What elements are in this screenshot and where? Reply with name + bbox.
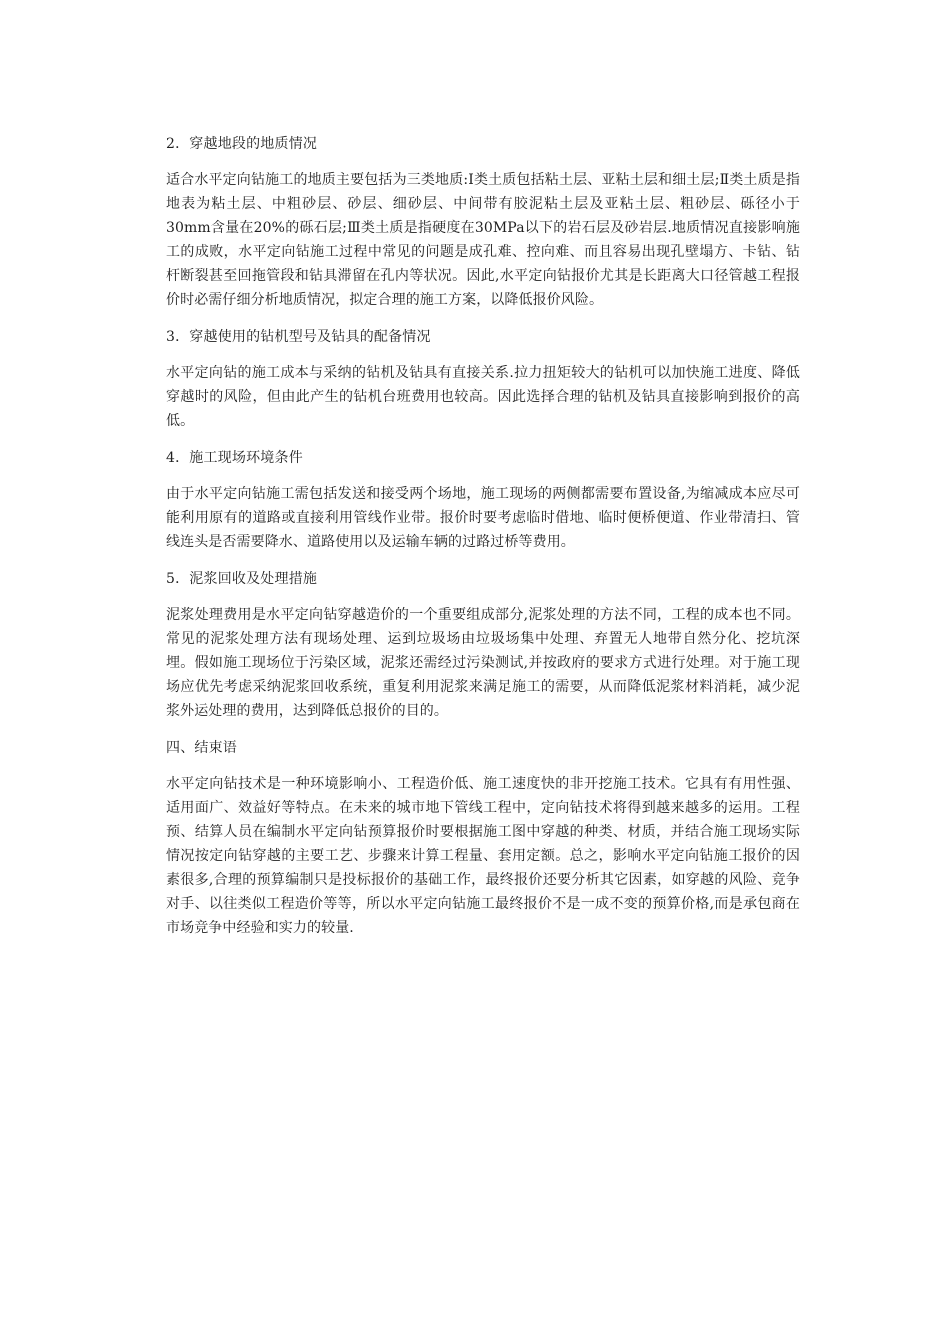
section-paragraph: 水平定向钻的施工成本与采纳的钻机及钻具有直接关系.拉力扭矩较大的钻机可以加快施工进度、降低穿越时的风险，但由此产生的钻机台班费用也较高。因此选择合理的钻机及钻具直接影响到报价的高低。: [166, 365, 800, 429]
section-paragraph: 泥浆处理费用是水平定向钻穿越造价的一个重要组成部分,泥浆处理的方法不同，工程的成本也不同。常见的泥浆处理方法有现场处理、运到垃圾场由垃圾场集中处理、弃置无人地带自然分化、挖坑深埋。假如施工现场位于污染区域，泥浆还需经过污染测试,并按政府的要求方式进行处理。对于施工现场应优先考虑采纳泥浆回收系统，重复利用泥浆来满足施工的需要，从而降低泥浆材料消耗，减少泥浆外运处理的费用，达到降低总报价的目的。: [166, 607, 800, 719]
section-site-environment: [166, 446, 800, 554]
section-heading: 2．穿越地段的地质情况: [166, 136, 318, 152]
section-paragraph: 由于水平定向钻施工需包括发送和接受两个场地，施工现场的两侧都需要布置设备,为缩减成本应尽可能利用原有的道路或直接利用管线作业带。报价时要考虑临时借地、临时便桥便道、作业带清扫、管线连头是否需要降水、道路使用以及运输车辆的过路过桥等费用。: [166, 486, 800, 550]
section-geology: [166, 132, 800, 312]
section-paragraph: 水平定向钻技术是一种环境影响小、工程造价低、施工速度快的非开挖施工技术。它具有有用性强、适用面广、效益好等特点。在未来的城市地下管线工程中，定向钻技术将得到越来越多的运用。工程预、结算人员在编制水平定向钻预算报价时要根据施工图中穿越的种类、材质，并结合施工现场实际情况按定向钻穿越的主要工艺、步骤来计算工程量、套用定额。总之，影响水平定向钻施工报价的因素很多,合理的预算编制只是投标报价的基础工作，最终报价还要分析其它因素，如穿越的风险、竞争对手、以往类似工程造价等等，所以水平定向钻施工最终报价不是一成不变的预算价格,而是承包商在市场竞争中经验和实力的较量.: [166, 776, 800, 936]
section-mud-recovery: [166, 567, 800, 723]
section-heading: 5．泥浆回收及处理措施: [166, 571, 318, 587]
section-heading: 3．穿越使用的钻机型号及钻具的配备情况: [166, 329, 431, 345]
section-conclusion: [166, 736, 800, 940]
section-heading: 4．施工现场环境条件: [166, 450, 303, 466]
section-drill-equipment: [166, 325, 800, 433]
section-paragraph: 适合水平定向钻施工的地质主要包括为三类地质:Ⅰ类土质包括粘土层、亚粘土层和细土层;Ⅱ类土质是指地表为粘土层、中粗砂层、砂层、细砂层、中间带有胶泥粘土层及亚粘土层、粗砂层、砾径小于30mm含量在20%的砾石层;Ⅲ类土质是指硬度在30MPa以下的岩石层及砂岩层.地质情况直接影响施工的成败，水平定向钻施工过程中常见的问题是成孔难、控向难、而且容易出现孔壁塌方、卡钻、钻杆断裂甚至回拖管段和钻具滞留在孔内等状况。因此,水平定向钻报价尤其是长距离大口径管越工程报价时必需仔细分析地质情况，拟定合理的施工方案，以降低报价风险。: [166, 172, 800, 308]
document-body: [166, 132, 800, 953]
section-heading: 四、结束语: [166, 740, 237, 756]
